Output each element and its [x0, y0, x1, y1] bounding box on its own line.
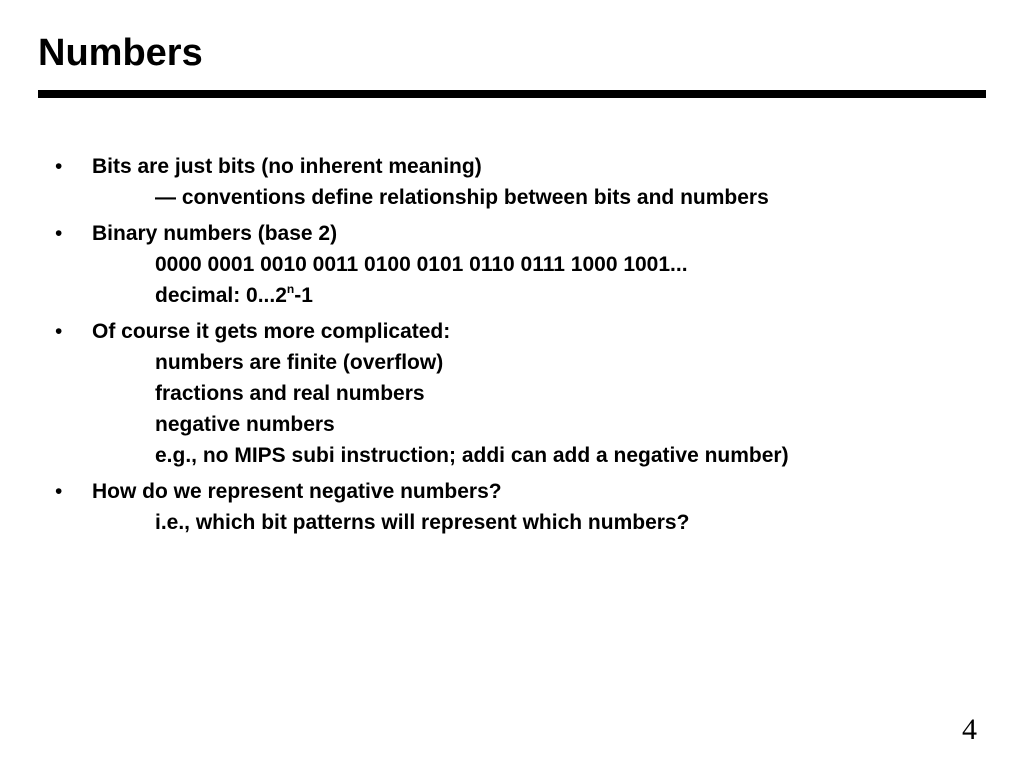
decimal-range-tail: -1: [294, 284, 313, 307]
bullet-text: Binary numbers (base 2): [92, 222, 338, 245]
decimal-range-base: decimal: 0...2: [155, 284, 287, 307]
bullet-marker: •: [55, 155, 63, 178]
bullet-subline: negative numbers: [155, 413, 335, 436]
bullet-text: How do we represent negative numbers?: [92, 480, 502, 503]
bullet-subline: fractions and real numbers: [155, 382, 425, 405]
bullet-marker: •: [55, 480, 63, 503]
bullet-subline: e.g., no MIPS subi instruction; addi can add a negative number): [155, 444, 789, 467]
bullet-item-bits: [0, 151, 789, 213]
title-underline-rule: [38, 90, 986, 98]
bullet-text: Of course it gets more complicated:: [92, 320, 451, 343]
bullet-marker: •: [55, 320, 63, 343]
bullet-list: [0, 151, 789, 543]
decimal-range-exponent: n: [286, 282, 295, 296]
bullet-marker: •: [55, 222, 63, 245]
bullet-item-negative: [0, 476, 789, 538]
bullet-subline: 0000 0001 0010 0011 0100 0101 0110 0111 1000 1001...: [155, 253, 688, 276]
bullet-subline: — conventions define relationship between bits and numbers: [155, 186, 769, 209]
slide-title: Numbers: [38, 32, 203, 74]
decimal-range-line: [92, 280, 789, 311]
bullet-item-complications: [0, 316, 789, 471]
bullet-text: Bits are just bits (no inherent meaning): [92, 155, 482, 178]
bullet-subline: i.e., which bit patterns will represent which numbers?: [155, 511, 690, 534]
bullet-subline: numbers are finite (overflow): [155, 351, 444, 374]
bullet-item-binary: [0, 218, 789, 311]
page-number: 4: [962, 713, 977, 746]
